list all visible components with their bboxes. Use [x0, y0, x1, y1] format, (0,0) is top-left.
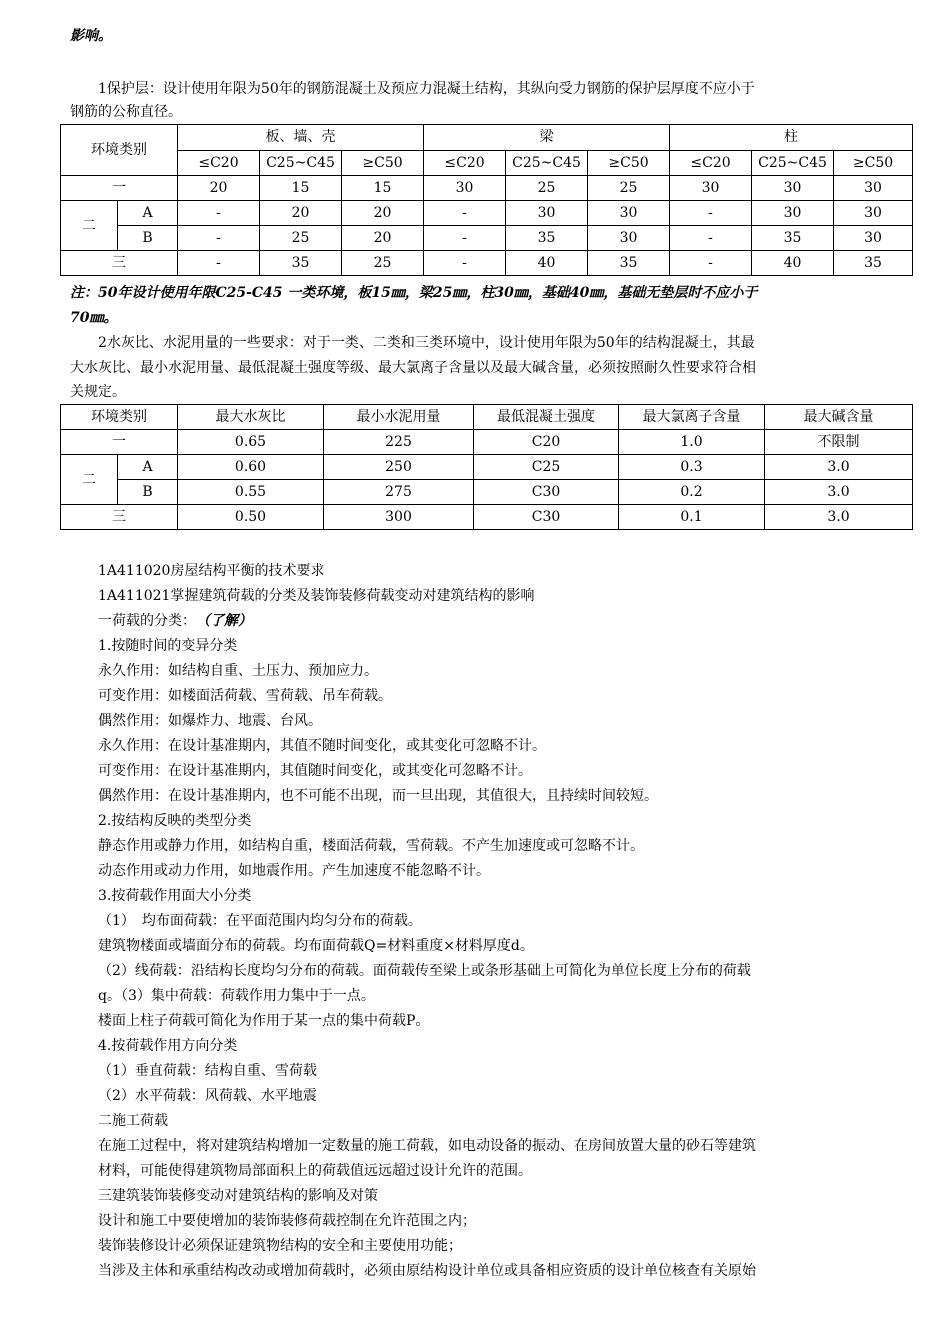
body-line: 装饰装修设计必须保证建筑物结构的安全和主要使用功能；: [98, 1238, 462, 1254]
env-cell: 一: [61, 430, 178, 455]
table-row: [61, 176, 913, 201]
body-line: 在施工过程中，将对建筑结构增加一定数量的施工荷载，如电动设备的振动、在房间放置大量的砂石等建筑: [98, 1138, 756, 1154]
section-code-1a411020: 1A411020房屋结构平衡的技术要求: [98, 563, 325, 579]
table-row: [61, 455, 913, 480]
body-line: 偶然作用：在设计基准期内，也不可能不出现，而一旦出现，其值很大，且持续时间较短。: [98, 788, 658, 804]
body-line: 当涉及主体和承重结构改动或增加荷载时，必须由原结构设计单位或具备相应资质的设计单位核查有关原始: [98, 1263, 756, 1279]
table-row: [61, 251, 913, 276]
load-classification-heading: [70, 611, 910, 631]
value-cell: 1.0: [619, 430, 765, 455]
col-header: 最大水灰比: [178, 405, 324, 430]
note-line1: 注：50年设计使用年限C25-C45 一类环境，板15㎜，梁25㎜，柱30㎜，基础40㎜，基础无垫层时不应小于: [70, 285, 758, 301]
value-cell: 35: [752, 226, 834, 251]
value-cell: 0.65: [178, 430, 324, 455]
body-line: 三建筑装饰装修变动对建筑结构的影响及对策: [98, 1188, 378, 1204]
body-line: 建筑物楼面或墙面分布的荷载。均布面荷载Q=材料重度×材料厚度d。: [98, 938, 534, 954]
value-cell: 15: [342, 176, 424, 201]
body-line: 4.按荷载作用方向分类: [98, 1038, 238, 1054]
body-line: 可变作用：如楼面活荷载、雪荷载、吊车荷载。: [98, 688, 392, 704]
value-cell: 20: [178, 176, 260, 201]
durability-table: [60, 404, 913, 530]
value-cell: 40: [752, 251, 834, 276]
value-cell: 0.60: [178, 455, 324, 480]
body-line: 楼面上柱子荷载可简化为作用于某一点的集中荷载P。: [98, 1013, 430, 1029]
heading-note: （了解）: [196, 613, 252, 629]
value-cell: 25: [588, 176, 670, 201]
body-line: 2.按结构反映的类型分类: [98, 813, 252, 829]
value-cell: 30: [834, 201, 913, 226]
body-line: 偶然作用：如爆炸力、地震、台风。: [98, 713, 322, 729]
value-cell: 3.0: [765, 480, 913, 505]
value-cell: 25: [260, 226, 342, 251]
value-cell: -: [178, 226, 260, 251]
value-cell: 30: [506, 201, 588, 226]
value-cell: -: [178, 251, 260, 276]
table-row: [61, 430, 913, 455]
table-row: [61, 226, 913, 251]
value-cell: -: [670, 226, 752, 251]
value-cell: 25: [506, 176, 588, 201]
body-line: 动态作用或动力作用，如地震作用。产生加速度不能忽略不计。: [98, 863, 490, 879]
water-text-line1: 2水灰比、水泥用量的一些要求：对于一类、二类和三类环境中，设计使用年限为50年的结构混凝土，其最: [98, 335, 755, 351]
body-line: 设计和施工中要使增加的装饰装修荷载控制在允许范围之内；: [98, 1213, 476, 1229]
value-cell: 0.50: [178, 505, 324, 530]
group-header: 柱: [670, 125, 913, 151]
value-cell: 30: [834, 176, 913, 201]
body-line: q。（3）集中荷载：荷载作用力集中于一点。: [98, 988, 375, 1004]
body-line: 可变作用：在设计基准期内，其值随时间变化，或其变化可忽略不计。: [98, 763, 532, 779]
value-cell: 0.1: [619, 505, 765, 530]
value-cell: 0.55: [178, 480, 324, 505]
group-header: 板、墙、壳: [178, 125, 424, 151]
value-cell: 25: [342, 251, 424, 276]
env-cell: 二: [61, 201, 118, 251]
grade-header: C25~C45: [752, 150, 834, 176]
value-cell: 20: [260, 201, 342, 226]
body-line: 永久作用：如结构自重、土压力、预加应力。: [98, 663, 378, 679]
sub-env-cell: A: [118, 201, 178, 226]
value-cell: 35: [834, 251, 913, 276]
grade-header: C25~C45: [506, 150, 588, 176]
body-line: 二施工荷载: [98, 1113, 168, 1129]
body-line: 3.按荷载作用面大小分类: [98, 888, 252, 904]
sub-env-cell: B: [118, 226, 178, 251]
env-cell: 三: [61, 251, 178, 276]
value-cell: 30: [588, 226, 670, 251]
value-cell: 35: [588, 251, 670, 276]
cover-thickness-table: [60, 124, 913, 276]
value-cell: -: [424, 201, 506, 226]
grade-header: ≤C20: [670, 150, 752, 176]
value-cell: -: [424, 226, 506, 251]
col-header: 最大碱含量: [765, 405, 913, 430]
body-line: （2）线荷载：沿结构长度均匀分布的荷载。面荷载传至梁上或条形基础上可简化为单位长度上分布的荷载: [98, 963, 751, 979]
col-header: 最小水泥用量: [324, 405, 474, 430]
table-row: [61, 505, 913, 530]
value-cell: C20: [474, 430, 619, 455]
value-cell: 275: [324, 480, 474, 505]
table-row: [61, 480, 913, 505]
grade-header: ≥C50: [588, 150, 670, 176]
grade-header: C25~C45: [260, 150, 342, 176]
body-line: 静态作用或静力作用，如结构自重，楼面活荷载，雪荷载。不产生加速度或可忽略不计。: [98, 838, 644, 854]
water-text-line3: 关规定。: [70, 384, 126, 400]
value-cell: C30: [474, 505, 619, 530]
heading-text: 一荷载的分类：: [98, 613, 196, 629]
body-line: （1） 均布面荷载：在平面范围内均匀分布的荷载。: [98, 913, 422, 929]
cover-text-line2: 钢筋的公称直径。: [70, 104, 182, 120]
env-header: 环境类别: [61, 125, 178, 176]
value-cell: C25: [474, 455, 619, 480]
value-cell: 30: [834, 226, 913, 251]
value-cell: 250: [324, 455, 474, 480]
grade-header: ≥C50: [342, 150, 424, 176]
value-cell: 不限制: [765, 430, 913, 455]
value-cell: 3.0: [765, 505, 913, 530]
cover-text-line1: 1保护层：设计使用年限为50年的钢筋混凝土及预应力混凝土结构，其纵向受力钢筋的保护层厚度不应小于: [98, 81, 755, 97]
group-header: 梁: [424, 125, 670, 151]
env-cell: 一: [61, 176, 178, 201]
body-line: （1）垂直荷载：结构自重、雪荷载: [98, 1063, 317, 1079]
value-cell: 20: [342, 201, 424, 226]
note-line2: 70㎜。: [70, 310, 118, 326]
value-cell: 35: [506, 226, 588, 251]
body-line: 材料，可能使得建筑物局部面积上的荷载值远远超过设计允许的范围。: [98, 1163, 532, 1179]
col-header: 环境类别: [61, 405, 178, 430]
section-code-1a411021: 1A411021掌握建筑荷载的分类及装饰装修荷载变动对建筑结构的影响: [98, 588, 535, 604]
water-text-line2: 大水灰比、最小水泥用量、最低混凝土强度等级、最大氯离子含量以及最大碱含量，必须按照耐久性要求符合相: [70, 360, 756, 376]
sub-env-cell: A: [118, 455, 178, 480]
env-cell: 二: [61, 455, 118, 505]
grade-header: ≤C20: [424, 150, 506, 176]
value-cell: 30: [752, 201, 834, 226]
table-row: [61, 201, 913, 226]
value-cell: 225: [324, 430, 474, 455]
value-cell: 3.0: [765, 455, 913, 480]
grade-header: ≥C50: [834, 150, 913, 176]
value-cell: 0.2: [619, 480, 765, 505]
value-cell: 30: [752, 176, 834, 201]
value-cell: C30: [474, 480, 619, 505]
value-cell: 300: [324, 505, 474, 530]
value-cell: 30: [424, 176, 506, 201]
heading-fragment: 影响。: [70, 28, 112, 44]
value-cell: 40: [506, 251, 588, 276]
value-cell: -: [670, 201, 752, 226]
body-line: （2）水平荷载：风荷载、水平地震: [98, 1088, 317, 1104]
value-cell: -: [424, 251, 506, 276]
sub-env-cell: B: [118, 480, 178, 505]
grade-header: ≤C20: [178, 150, 260, 176]
col-header: 最大氯离子含量: [619, 405, 765, 430]
value-cell: 30: [588, 201, 670, 226]
value-cell: 30: [670, 176, 752, 201]
body-line: 1.按随时间的变异分类: [98, 638, 238, 654]
value-cell: 0.3: [619, 455, 765, 480]
value-cell: 15: [260, 176, 342, 201]
value-cell: 20: [342, 226, 424, 251]
body-line: 永久作用：在设计基准期内，其值不随时间变化，或其变化可忽略不计。: [98, 738, 546, 754]
value-cell: -: [670, 251, 752, 276]
value-cell: 35: [260, 251, 342, 276]
col-header: 最低混凝土强度: [474, 405, 619, 430]
value-cell: -: [178, 201, 260, 226]
env-cell: 三: [61, 505, 178, 530]
